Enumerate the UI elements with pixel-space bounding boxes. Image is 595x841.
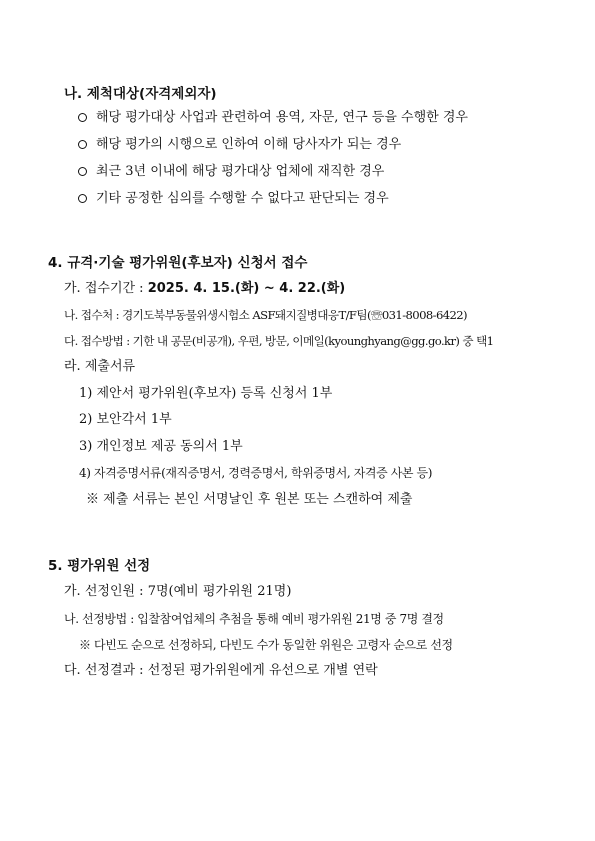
- section-5-heading: 5. 평가위원 선정: [48, 558, 151, 574]
- doc-item: 3) 개인정보 제공 동의서 1부: [79, 439, 243, 454]
- circle-bullet-icon: [78, 167, 87, 176]
- list-item: [78, 190, 389, 208]
- circle-bullet-icon: [78, 113, 87, 122]
- docs-note: ※ 제출 서류는 본인 서명날인 후 원본 또는 스캔하여 제출: [86, 492, 413, 507]
- selection-count: 가. 선정인원 : 7명(예비 평가위원 21명): [64, 584, 292, 599]
- method-line: 다. 접수방법 : 기한 내 공문(비공개), 우편, 방문, 이메일(kyounghyang@gg.go.kr) 중 택1: [64, 334, 494, 348]
- list-item: [78, 109, 468, 127]
- list-item-text: 기타 공정한 심의를 수행할 수 없다고 판단되는 경우: [96, 191, 389, 206]
- selection-method: 나. 선정방법 : 입찰참여업체의 추첨을 통해 예비 평가위원 21명 중 7명 결정: [64, 612, 444, 626]
- circle-bullet-icon: [78, 140, 87, 149]
- list-item-text: 최근 3년 이내에 해당 평가대상 업체에 재직한 경우: [96, 164, 385, 179]
- period-label: 가. 접수기간 :: [64, 281, 148, 296]
- docs-label: 라. 제출서류: [64, 359, 136, 374]
- doc-item: 2) 보안각서 1부: [79, 412, 172, 427]
- section-na-heading: 나. 제척대상(자격제외자): [64, 86, 217, 102]
- section-4-heading: 4. 규격·기술 평가위원(후보자) 신청서 접수: [48, 255, 308, 271]
- selection-note: ※ 다빈도 순으로 선정하되, 다빈도 수가 동일한 위원은 고령자 순으로 선정: [79, 638, 453, 652]
- doc-item: 1) 제안서 평가위원(후보자) 등록 신청서 1부: [79, 386, 333, 401]
- period-line: [64, 280, 345, 298]
- list-item: [78, 136, 401, 154]
- list-item-text: 해당 평가의 시행으로 인하여 이해 당사자가 되는 경우: [96, 137, 402, 152]
- place-line: 나. 접수처 : 경기도북부동물위생시험소 ASF돼지질병대응T/F팀(☏031-8008-6422): [64, 308, 467, 322]
- doc-item: 4) 자격증명서류(재직증명서, 경력증명서, 학위증명서, 자격증 사본 등): [79, 466, 432, 480]
- list-item-text: 해당 평가대상 사업과 관련하여 용역, 자문, 연구 등을 수행한 경우: [96, 110, 468, 125]
- period-value: 2025. 4. 15.(화) ~ 4. 22.(화): [147, 281, 346, 296]
- selection-result: 다. 선정결과 : 선정된 평가위원에게 유선으로 개별 연락: [64, 663, 378, 678]
- circle-bullet-icon: [78, 194, 87, 203]
- list-item: [78, 163, 384, 181]
